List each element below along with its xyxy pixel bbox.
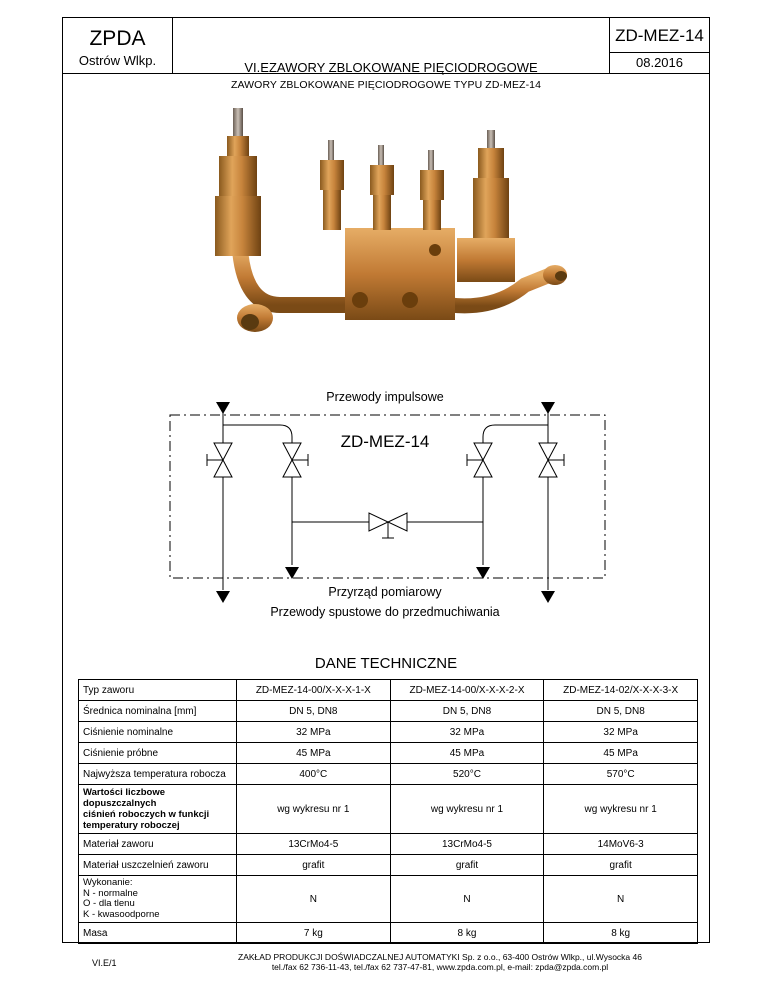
- table-cell: grafit: [237, 855, 391, 876]
- table-cell: 8 kg: [390, 923, 544, 944]
- table-cell: 14MoV6-3: [544, 834, 698, 855]
- label-valve-code: ZD-MEZ-14: [340, 432, 430, 451]
- table-cell: N: [237, 876, 391, 923]
- table-cell: 45 MPa: [544, 743, 698, 764]
- table-row: [79, 834, 698, 855]
- valve-manifold-photo: [195, 100, 585, 360]
- table-cell: 7 kg: [237, 923, 391, 944]
- table-cell: ZD-MEZ-14-00/X-X-X-2-X: [390, 680, 544, 701]
- table-cell: ZD-MEZ-14-00/X-X-X-1-X: [237, 680, 391, 701]
- table-row: [79, 722, 698, 743]
- table-cell: 520°C: [390, 764, 544, 785]
- table-cell: 32 MPa: [544, 722, 698, 743]
- table-cell: 45 MPa: [237, 743, 391, 764]
- label-line: Wykonanie:: [83, 877, 133, 888]
- table-cell: 32 MPa: [390, 722, 544, 743]
- table-cell: wg wykresu nr 1: [544, 785, 698, 834]
- table-cell: DN 5, DN8: [544, 701, 698, 722]
- company-box: [62, 17, 173, 74]
- table-cell: 45 MPa: [390, 743, 544, 764]
- footer: [140, 952, 740, 972]
- table-cell: N: [544, 876, 698, 923]
- footer-line-1: ZAKŁAD PRODUKCJI DOŚWIADCZALNEJ AUTOMATYKI Sp. z o.o., 63-400 Ostrów Wlkp., ul.Wysocka 46: [238, 952, 642, 962]
- table-row: [79, 743, 698, 764]
- company-name: ZPDA: [89, 27, 146, 50]
- section-code: VI.E: [244, 60, 269, 75]
- label-line: K - kwasoodporne: [83, 908, 160, 920]
- row-label: Typ zaworu: [79, 680, 237, 701]
- table-cell: DN 5, DN8: [390, 701, 544, 722]
- table-cell: wg wykresu nr 1: [237, 785, 391, 834]
- table-row: [79, 876, 698, 923]
- row-label: [79, 785, 237, 834]
- table-cell: 400°C: [237, 764, 391, 785]
- tech-data-table: [78, 679, 698, 944]
- row-label: Średnica nominalna [mm]: [79, 701, 237, 722]
- row-label: Ciśnienie próbne: [79, 743, 237, 764]
- table-cell: 13CrMo4-5: [390, 834, 544, 855]
- table-cell: 13CrMo4-5: [237, 834, 391, 855]
- row-label: [79, 876, 237, 923]
- row-label: Materiał zaworu: [79, 834, 237, 855]
- schematic: [150, 380, 620, 630]
- table-row: [79, 923, 698, 944]
- label-line: Wartości liczbowe dopuszczalnych: [83, 787, 165, 809]
- label-drain-lines: Przewody spustowe do przedmuchiwania: [270, 605, 500, 619]
- table-row: [79, 680, 698, 701]
- table-cell: wg wykresu nr 1: [390, 785, 544, 834]
- table-cell: 570°C: [544, 764, 698, 785]
- doc-box: [609, 17, 710, 74]
- table-cell: ZD-MEZ-14-02/X-X-X-3-X: [544, 680, 698, 701]
- doc-code: ZD-MEZ-14: [610, 18, 709, 53]
- table-row: [79, 785, 698, 834]
- label-line: O - dla tlenu: [83, 898, 135, 909]
- section-header: [173, 17, 609, 74]
- table-cell: 8 kg: [544, 923, 698, 944]
- label-line: temperatury roboczej: [83, 820, 180, 831]
- company-city: Ostrów Wlkp.: [78, 53, 157, 68]
- table-cell: grafit: [390, 855, 544, 876]
- row-label: Materiał uszczelnień zaworu: [79, 855, 237, 876]
- label-line: N - normalne: [83, 887, 138, 899]
- doc-date: 08.2016: [636, 55, 683, 70]
- table-cell: DN 5, DN8: [237, 701, 391, 722]
- table-row: [79, 701, 698, 722]
- table-cell: grafit: [544, 855, 698, 876]
- table-row: [79, 855, 698, 876]
- label-instrument: Przyrząd pomiarowy: [328, 585, 442, 599]
- page-number: VI.E/1: [92, 958, 117, 968]
- page-subtitle: ZAWORY ZBLOKOWANE PIĘCIODROGOWE TYPU ZD-MEZ-14: [230, 79, 542, 91]
- table-row: [79, 764, 698, 785]
- table-cell: 32 MPa: [237, 722, 391, 743]
- label-line: ciśnień roboczych w funkcji: [83, 809, 210, 820]
- row-label: Najwyższa temperatura robocza: [79, 764, 237, 785]
- tech-data-title: DANE TECHNICZNE: [314, 655, 458, 672]
- table-cell: N: [390, 876, 544, 923]
- label-impulse-lines: Przewody impulsowe: [326, 390, 444, 404]
- row-label: Masa: [79, 923, 237, 944]
- section-title: ZAWORY ZBLOKOWANE PIĘCIODROGOWE: [268, 60, 538, 75]
- row-label: Ciśnienie nominalne: [79, 722, 237, 743]
- footer-line-2: tel./fax 62 736-11-43, tel./fax 62 737-47-81, www.zpda.com.pl, e-mail: zpda@zpda.com.pl: [271, 962, 609, 972]
